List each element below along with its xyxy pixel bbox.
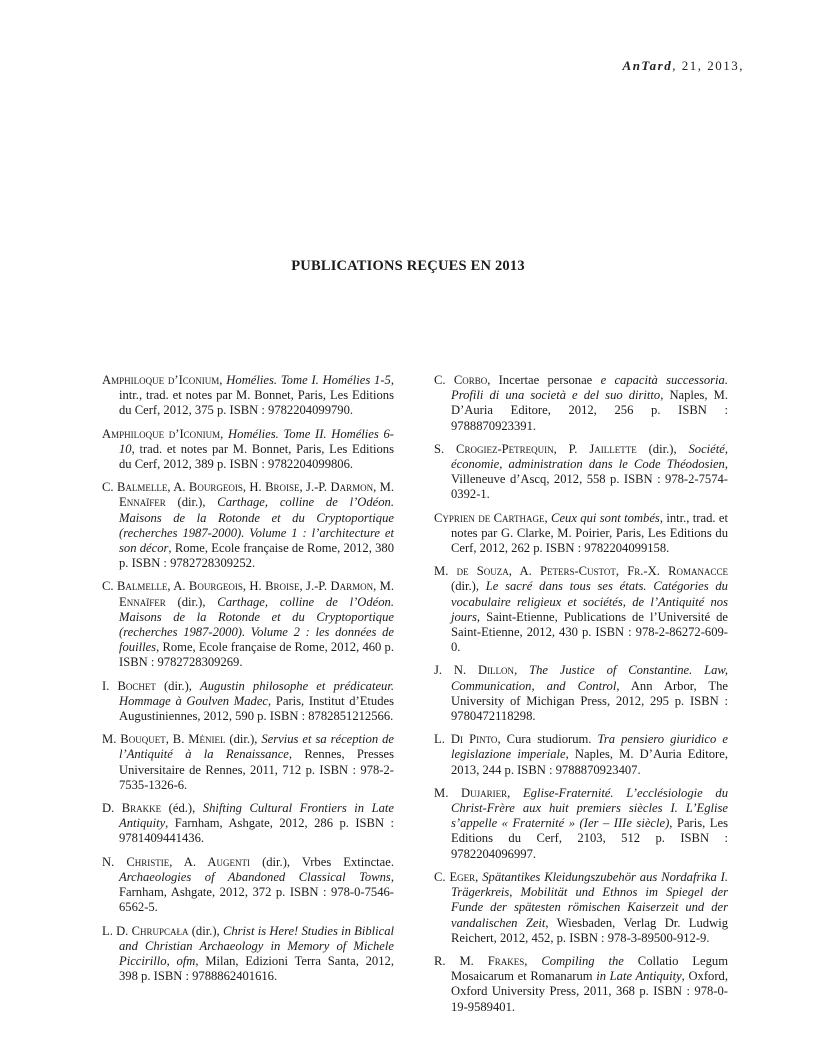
bibliography-entry xyxy=(434,732,728,778)
entry-author: C. Balmelle, A. Bourgeois, H. Broise, J.-P. Darmon, M. Ennaïfer xyxy=(102,579,394,609)
bibliography-entry xyxy=(102,579,394,670)
entry-title-text: Servius et sa réception de l’Antiquité à la Renaissance xyxy=(119,732,394,762)
entry-title-text: Christ is Here! Studies in Biblical and Christian Archaeology in Memory of Michele Piccirillo, ofm xyxy=(119,923,395,968)
entry-text: (dir.), xyxy=(165,594,218,609)
entry-author: Amphiloque d’Iconium, xyxy=(102,373,223,387)
entry-text: , Saint-Etienne, Publications de l’Université de Saint-Etienne, 2012, 430 p. ISBN : 978-2-86272-609-0. xyxy=(451,609,728,655)
entry-text: , Rome, Ecole française de Rome, 2012, 380 p. ISBN : 9782728309252. xyxy=(119,541,394,571)
bibliography-entry xyxy=(102,924,394,985)
volume-info: , 21, 2013, xyxy=(672,58,744,73)
entry-text: (dir.), xyxy=(188,923,223,938)
entry-title-text: Shifting Cultural Frontiers in Late Antiquity xyxy=(119,801,395,831)
right-column xyxy=(434,373,728,1023)
entry-text: , xyxy=(475,869,483,884)
entry-author: C. Balmelle, A. Bourgeois, H. Broise, J.-P. Darmon, M. Ennaïfer xyxy=(102,480,394,510)
entry-author: C. Corbo xyxy=(434,373,488,387)
entry-author: J. N. Dillon xyxy=(434,663,515,678)
entry-text: , Rome, Ecole française de Rome, 2012, 460 p. ISBN : 9782728309269. xyxy=(119,640,394,670)
bibliography-entry xyxy=(102,801,394,847)
entry-text: , Rennes, Presses Universitaire de Rennes, 2011, 712 p. ISBN : 978-2-7535-1326-6. xyxy=(119,747,394,792)
entry-text: , xyxy=(544,510,552,525)
bibliography-entry xyxy=(102,373,394,419)
entry-title-text: Homélies. Tome I. Homélies 1-5 xyxy=(226,373,391,387)
entry-text: , Incertae personae xyxy=(487,373,601,387)
bibliography-entry xyxy=(434,954,728,1015)
entry-title-text: The Justice of Constantine. Law, Communication, and Control xyxy=(451,663,729,693)
entry-text: , Milan, Edizioni Terra Santa, 2012, 398 p. ISBN : 9788862401616. xyxy=(119,953,394,984)
bibliography-entry xyxy=(434,564,728,655)
entry-text: , Paris, Institut d’Etudes Augustiniennes, 2012, 590 p. ISBN : 8782851212566. xyxy=(119,693,394,724)
bibliography-entry xyxy=(434,663,728,724)
entry-text: (dir.), xyxy=(636,441,689,456)
entry-title-text: Spätantikes Kleidungszubehör aus Nordafrika I. Trägerkreis, Mobilität und Ethnos im Spiegel der Funde der spätesten römischen Kaiserzeit und der vandalischen Zeit xyxy=(451,869,729,930)
entry-title-text: Augustin philosophe et prédicateur. Hommage à Goulven Madec xyxy=(119,678,394,708)
entry-text: (dir.), xyxy=(451,579,486,594)
entry-author: Cyprien de Carthage xyxy=(434,510,545,525)
entry-text: (dir.), xyxy=(225,732,262,747)
entry-title-text: e capacità successoria. Profili di una società e del suo diritto xyxy=(451,373,729,403)
entry-title-text: Le sacré dans tous ses états. Catégories du vocabulaire religieux et sociétés, de l’Antiquité nos jours xyxy=(451,579,728,624)
entry-author: R. M. Frakes xyxy=(434,953,525,968)
entry-title-text: Ceux qui sont tombés xyxy=(551,510,660,525)
entry-title-text: Archaeologies of Abandoned Classical Towns xyxy=(119,869,391,884)
entry-title-text: Carthage, colline de l’Odéon. Maisons de la Rotonde et du Cryptoportique (recherches 1987-2000). Volume 1 : l’architecture et son décor xyxy=(119,495,394,556)
journal-name: AnTard xyxy=(622,58,673,73)
bibliography-entry xyxy=(434,786,728,862)
entry-author: N. Christie, A. Augenti xyxy=(102,854,250,869)
entry-text: , Villeneuve d’Ascq, 2012, 558 p. ISBN : 978-2-7574-0392-1. xyxy=(451,457,728,502)
bibliography-entry xyxy=(434,511,728,557)
entry-text: , xyxy=(524,953,542,968)
bibliography-entry xyxy=(102,855,394,916)
entry-text: , Ann Arbor, The University of Michigan Press, 2012, 295 p. ISBN : 9780472118298. xyxy=(451,678,729,724)
entry-text: , Paris, Les Editions du Cerf, 2103, 512 p. ISBN : 9782204096997. xyxy=(451,816,728,861)
bibliography-entry xyxy=(102,732,394,793)
page-title: PUBLICATIONS REÇUES EN 2013 xyxy=(291,258,525,274)
bibliography-entry xyxy=(434,373,728,434)
bibliography-entry xyxy=(102,427,394,473)
entry-title-text: Tra pensiero giuridico e legislazione imperiale xyxy=(451,732,728,762)
entry-author: S. Crogiez-Petrequin, P. Jaillette xyxy=(434,441,637,456)
entry-text: (dir.), Vrbes Extinctae. xyxy=(249,854,394,869)
entry-author: D. Brakke xyxy=(102,801,162,816)
entry-text: (dir.), xyxy=(165,495,218,510)
entry-title-text: Société, économie, administration dans le Code Théodosien xyxy=(451,441,729,472)
bibliography-entry xyxy=(434,442,728,503)
entry-text: (éd.), xyxy=(161,801,203,816)
entry-title-text: Eglise-Fraternité. L’ecclésiologie du Christ-Frère aux huit premiers siècles I. L’Eglise s’appelle « Fraternité » (Ier – IIIe siècle) xyxy=(451,785,729,831)
entry-author: M. Bouquet, B. Méniel xyxy=(102,732,226,747)
entry-text: , xyxy=(507,785,523,800)
entry-author: C. Eger xyxy=(434,869,476,884)
entry-author: L. D. Chrupcała xyxy=(102,923,189,938)
entry-title-text: Homélies. Tome II. Homélies 6-10 xyxy=(119,426,394,456)
entry-author: M. Dujarier xyxy=(434,785,508,800)
running-head xyxy=(623,58,744,74)
entry-text: , Cura studiorum. xyxy=(497,732,598,747)
entry-title-text: in Late Antiquity xyxy=(596,969,682,984)
bibliography-entry xyxy=(102,679,394,725)
entry-text: , Naples, M. D’Auria Editore, 2012, 256 p. ISBN : 9788870923391. xyxy=(451,388,728,433)
entry-text: , intr., trad. et notes par M. Bonnet, Paris, Les Editions du Cerf, 2012, 375 p. ISBN : 9782204099790. xyxy=(119,373,394,418)
entry-text: Collatio Legum Mosaicarum et Romanarum xyxy=(451,953,728,984)
entry-text: , Farnham, Ashgate, 2012, 286 p. ISBN : 9781409441436. xyxy=(119,816,394,846)
entry-author: M. de Souza, A. Peters-Custot, Fr.-X. Romanacce xyxy=(434,564,728,579)
entry-text: , Naples, M. D’Auria Editore, 2013, 244 p. ISBN : 9788870923407. xyxy=(451,747,728,777)
entry-text: , Farnham, Ashgate, 2012, 372 p. ISBN : 978-0-7546-6562-5. xyxy=(119,869,394,915)
entry-text: , Oxford, Oxford University Press, 2011, 368 p. ISBN : 978-0-19-9589401. xyxy=(451,969,728,1014)
bibliography-entry xyxy=(434,870,728,946)
entry-text: (dir.), xyxy=(155,678,201,693)
entry-author: I. Bochet xyxy=(102,678,156,693)
entry-title-text: Compiling the xyxy=(541,953,624,968)
entry-text: , Wiesbaden, Verlag Dr. Ludwig Reichert, 2012, 452, p. ISBN : 978-3-89500-912-9. xyxy=(451,915,728,945)
entry-text: , trad. et notes par M. Bonnet, Paris, Les Editions du Cerf, 2012, 389 p. ISBN : 9782204099806. xyxy=(119,441,394,472)
entry-author: Amphiloque d’Iconium, xyxy=(102,426,224,441)
left-column xyxy=(102,373,394,992)
entry-title-text: Carthage, colline de l’Odéon. Maisons de la Rotonde et du Cryptoportique (recherches 1987-2000). Volume 2 : les données de fouilles xyxy=(119,594,394,655)
bibliography-entry xyxy=(102,480,394,571)
entry-text: , xyxy=(514,663,530,678)
entry-text: , intr., trad. et notes par G. Clarke, M. Poirier, Paris, Les Editions du Cerf, 2012, 262 p. ISBN : 9782204099158. xyxy=(451,510,728,556)
entry-author: L. Di Pinto xyxy=(434,732,498,747)
